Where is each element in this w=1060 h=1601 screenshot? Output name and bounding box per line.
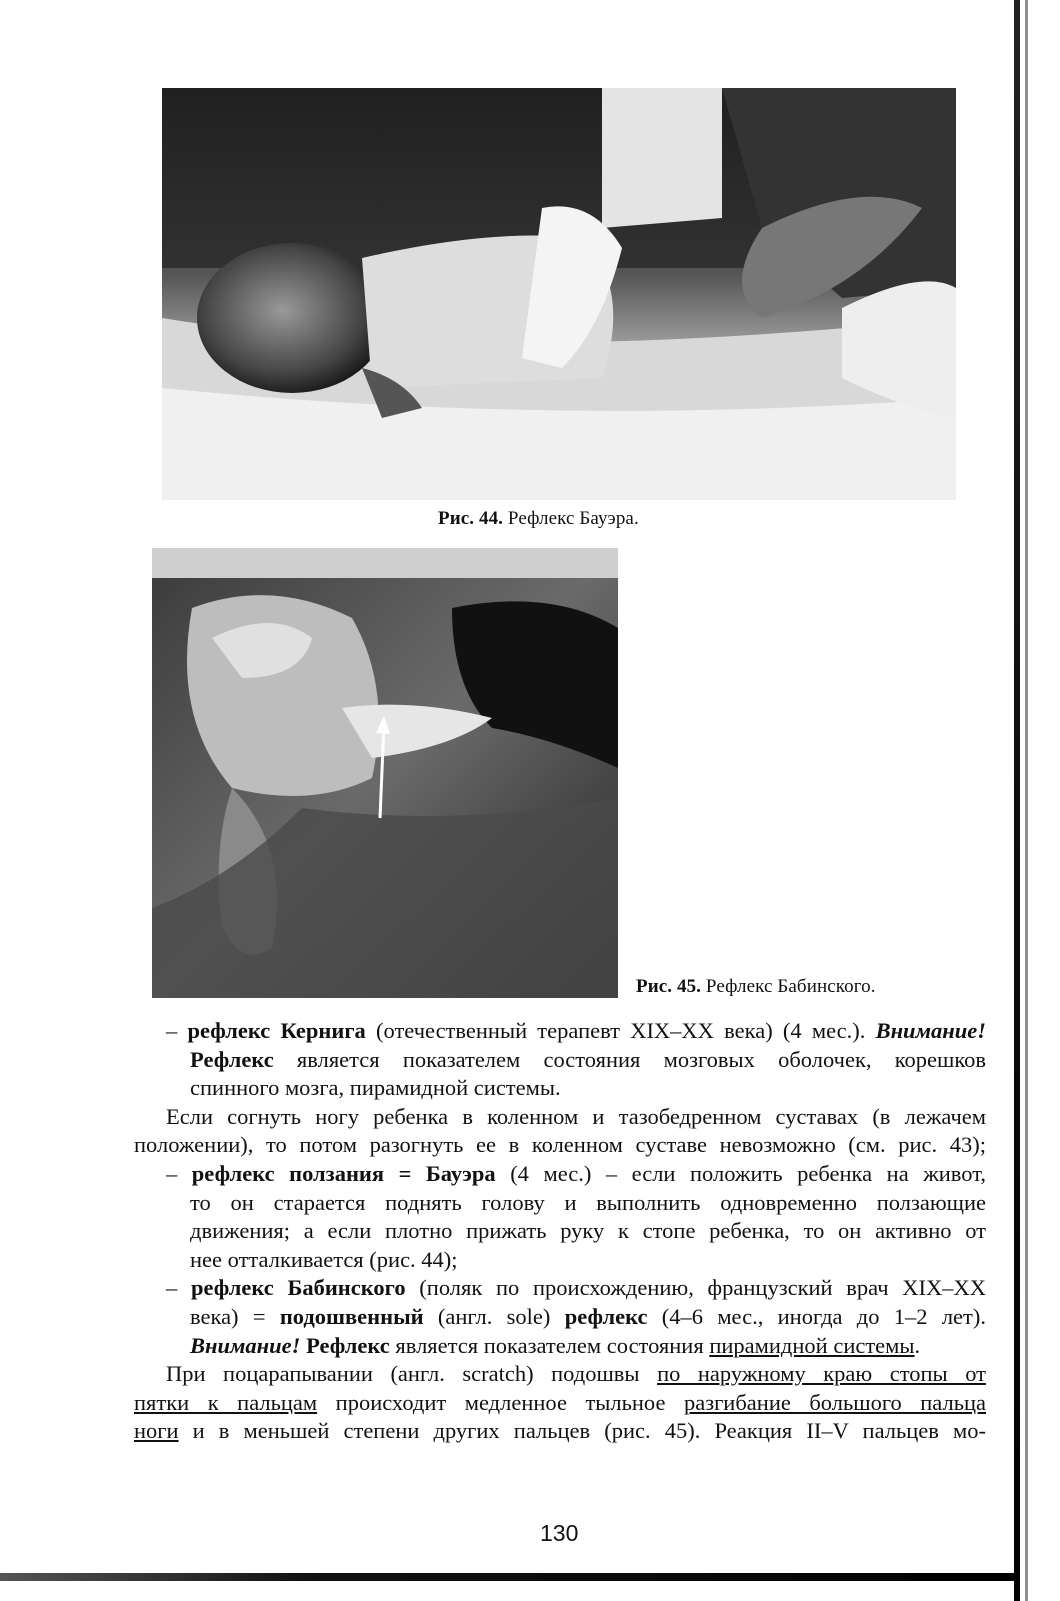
text-segment: –: [166, 1275, 191, 1301]
figure-45-photo: [152, 548, 618, 998]
figure-44-label: Рис. 44.: [438, 508, 504, 529]
text-segment: и в меньшей степени других пальцев (рис. 45). Реакция II–V пальцев мо-: [178, 1418, 986, 1444]
text-segment: подошвенный: [279, 1304, 424, 1329]
text-segment: рефлекс: [564, 1304, 648, 1329]
figure-45-title: Рефлекс Бабинского.: [705, 976, 876, 997]
text-segment: положении), то потом разогнуть ее в коленном суставе невозможно (см. рис. 43);: [134, 1132, 986, 1158]
text-segment: спинного мозга, пирамидной системы.: [190, 1075, 561, 1101]
text-line: [166, 1020, 986, 1043]
text-line: [134, 1134, 986, 1157]
text-segment: пирамидной системы: [709, 1332, 915, 1358]
text-segment: При поцарапывании (англ. scratch) подошвы: [166, 1361, 658, 1387]
text-line: [190, 1046, 986, 1072]
text-segment: Рефлекс: [306, 1332, 390, 1358]
text-segment: является показателем состояния мозговых оболочек, корешков: [273, 1046, 986, 1072]
figure-44-caption: [438, 508, 639, 530]
text-segment: нее отталкивается (рис. 44);: [190, 1246, 458, 1272]
text-line: [166, 1103, 986, 1129]
text-segment: (4–6 мес., иногда до 1–2 лет).: [647, 1304, 986, 1329]
scan-edge-right-shadow: [1025, 0, 1028, 1601]
text-segment: (4 мес.) – если положить ребенка на живот,: [495, 1161, 987, 1186]
text-segment: ноги: [134, 1418, 179, 1444]
text-line: [190, 1077, 561, 1100]
text-segment: века) =: [190, 1304, 280, 1329]
text-segment: рефлекс Бабинского: [190, 1275, 406, 1301]
text-line: [166, 1277, 986, 1300]
text-segment: является показателем состояния: [389, 1332, 710, 1358]
text-line: [134, 1389, 986, 1415]
text-line: [190, 1306, 986, 1329]
figure-45-caption: [636, 976, 876, 998]
text-segment: Рефлекс: [190, 1046, 274, 1072]
text-segment: то он старается поднять голову и выполнить одновременно ползающие: [190, 1189, 986, 1215]
text-segment: происходит медленное тыльное: [317, 1389, 684, 1415]
figure-44-title: Рефлекс Бауэра.: [507, 508, 639, 529]
text-line: [190, 1189, 986, 1215]
text-segment: –: [166, 1018, 188, 1043]
text-segment: Внимание!: [875, 1018, 986, 1043]
text-line: [166, 1163, 986, 1186]
figure-45-label: Рис. 45.: [636, 976, 702, 997]
text-segment: по наружному краю стопы от: [657, 1361, 986, 1387]
text-segment: Если согнуть ногу ребенка в коленном и тазобедренном суставах (в лежачем: [166, 1103, 986, 1129]
page-number: 130: [540, 1520, 579, 1546]
text-segment: .: [914, 1332, 921, 1358]
text-line: [190, 1246, 458, 1272]
text-segment: (отечественный терапевт XIX–XX века) (4 мес.).: [365, 1018, 876, 1043]
figure-44-photo: [162, 88, 956, 500]
text-line: [134, 1420, 986, 1443]
scan-edge-right: [1014, 0, 1020, 1601]
text-segment: Внимание!: [190, 1332, 301, 1358]
text-segment: рефлекс Кернига: [187, 1018, 366, 1043]
scan-edge-bottom: [0, 1573, 1020, 1581]
text-segment: (поляк по происхождению, французский врач XIX–XX: [405, 1275, 987, 1301]
text-segment: пятки к пальцам: [134, 1389, 318, 1415]
text-line: [166, 1363, 986, 1386]
text-line: [190, 1220, 986, 1243]
text-segment: разгибание большого пальца: [683, 1389, 986, 1415]
text-segment: движения; а если плотно прижать руку к стопе ребенка, то он активно от: [190, 1218, 986, 1244]
text-segment: –: [166, 1161, 192, 1186]
text-segment: рефлекс ползания = Бауэра: [191, 1161, 496, 1186]
text-segment: (англ. sole): [423, 1304, 565, 1329]
text-line: [190, 1332, 921, 1358]
